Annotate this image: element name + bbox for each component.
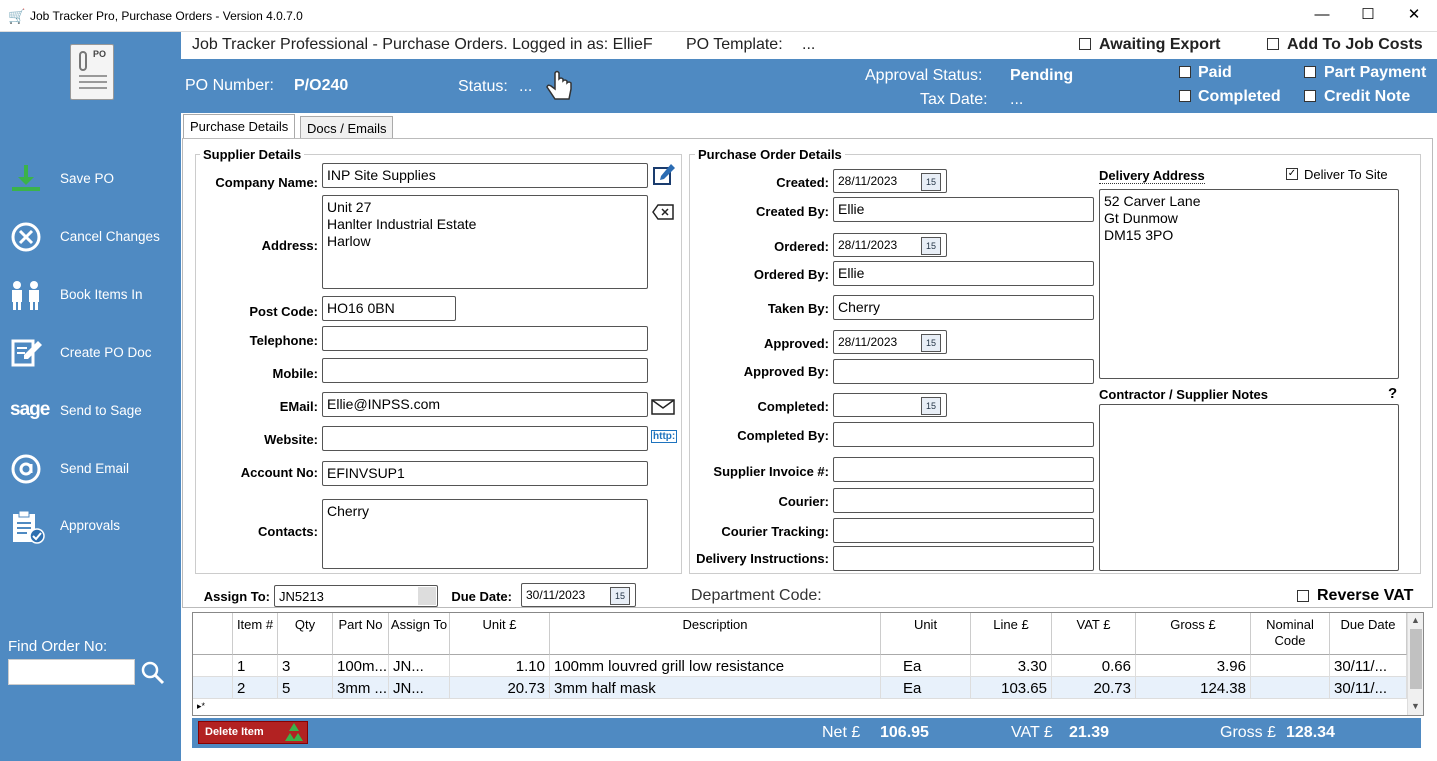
delete-item-button[interactable] — [198, 721, 308, 744]
save-po-label: Save PO — [60, 171, 115, 186]
supplier-details-title: Supplier Details — [200, 147, 304, 162]
send-email-button[interactable] — [8, 449, 178, 489]
status-value: ... — [519, 78, 533, 95]
cell-line[interactable]: 3.30 — [971, 655, 1052, 677]
add-to-job-costs-checkbox[interactable] — [1267, 38, 1279, 50]
paid-checkbox[interactable] — [1179, 66, 1191, 78]
new-row-marker: ▸* — [197, 701, 206, 711]
cell-vat[interactable]: 0.66 — [1052, 655, 1136, 677]
cell-item[interactable]: 2 — [233, 677, 278, 699]
completed-calendar-icon[interactable]: 15 — [921, 397, 941, 415]
approvals-button[interactable] — [8, 506, 178, 546]
cancel-changes-label: Cancel Changes — [60, 229, 160, 244]
created-calendar-icon[interactable]: 15 — [921, 173, 941, 191]
header-part-no[interactable]: Part No — [333, 613, 389, 655]
contacts-label: Contacts: — [258, 524, 318, 539]
sage-logo: sage — [10, 399, 50, 420]
header-description[interactable]: Description — [550, 613, 881, 655]
header-vat[interactable]: VAT £ — [1052, 613, 1136, 655]
approved-date-value: 28/11/2023 — [838, 335, 898, 349]
due-date-label: Due Date: — [451, 589, 512, 604]
search-icon[interactable] — [140, 660, 166, 686]
due-date-value: 30/11/2023 — [526, 588, 586, 602]
add-to-job-costs-label: Add To Job Costs — [1287, 36, 1423, 53]
clear-address-icon[interactable] — [652, 203, 674, 221]
delivery-instructions-label: Delivery Instructions: — [696, 551, 829, 566]
ordered-date-value: 28/11/2023 — [838, 238, 898, 252]
header-unit[interactable]: Unit — [881, 613, 971, 655]
supplier-invoice-field[interactable] — [833, 457, 1094, 482]
po-document-icon: PO — [70, 44, 114, 100]
table-row[interactable] — [193, 655, 1407, 677]
ordered-by-field[interactable]: Ellie — [833, 261, 1094, 286]
vat-label: VAT £ — [1011, 724, 1053, 741]
ordered-label: Ordered: — [774, 239, 829, 254]
header-unit-price[interactable]: Unit £ — [450, 613, 550, 655]
status-label: Status: — [458, 78, 508, 95]
row-selector[interactable] — [193, 677, 233, 699]
cell-gross[interactable]: 3.96 — [1136, 655, 1251, 677]
edit-doc-icon — [10, 337, 44, 369]
completed-checkbox[interactable] — [1179, 90, 1191, 102]
cell-assign-to[interactable]: JN... — [389, 677, 450, 699]
header-due-date[interactable]: Due Date — [1330, 613, 1407, 655]
maximize-button[interactable]: ☐ — [1361, 6, 1375, 23]
tax-date-label: Tax Date: — [920, 91, 988, 108]
cell-line[interactable]: 103.65 — [971, 677, 1052, 699]
edit-icon[interactable] — [652, 163, 676, 187]
people-icon — [8, 279, 44, 311]
email-field[interactable]: Ellie@INPSS.com — [322, 392, 648, 417]
taken-by-field[interactable]: Cherry — [833, 295, 1094, 320]
totals-bar — [192, 718, 1421, 748]
find-order-label: Find Order No: — [8, 638, 108, 655]
cell-gross[interactable]: 124.38 — [1136, 677, 1251, 699]
items-grid — [192, 612, 1424, 716]
at-icon — [10, 453, 42, 485]
cell-qty[interactable]: 3 — [278, 655, 333, 677]
supplier-notes-field[interactable] — [1099, 404, 1399, 571]
recycle-icon — [283, 722, 305, 743]
cell-description[interactable]: 3mm half mask — [550, 677, 881, 699]
window-title: Job Tracker Pro, Purchase Orders - Version 4.0.7.0 — [30, 9, 303, 23]
completed-by-field[interactable] — [833, 422, 1094, 447]
cell-nominal-code[interactable] — [1251, 677, 1330, 699]
clipboard-check-icon — [10, 510, 46, 544]
created-by-field[interactable]: Ellie — [833, 197, 1094, 222]
created-date-value: 28/11/2023 — [838, 174, 898, 188]
part-payment-checkbox[interactable] — [1304, 66, 1316, 78]
delivery-instructions-field[interactable] — [833, 546, 1094, 571]
ordered-by-label: Ordered By: — [753, 267, 829, 282]
find-order-input[interactable] — [8, 659, 135, 685]
new-row[interactable] — [193, 699, 1407, 715]
cell-unit-price[interactable]: 1.10 — [450, 655, 550, 677]
title-bar — [0, 0, 1437, 32]
courier-label: Courier: — [778, 494, 829, 509]
awaiting-export-label: Awaiting Export — [1099, 36, 1221, 53]
company-name-field[interactable]: INP Site Supplies — [322, 163, 648, 188]
download-icon — [10, 163, 42, 195]
book-items-in-button[interactable] — [8, 275, 178, 315]
cell-description[interactable]: 100mm louvred grill low resistance — [550, 655, 881, 677]
cell-unit[interactable]: Ea — [881, 655, 971, 677]
send-to-sage-label: Send to Sage — [60, 403, 142, 418]
net-value: 106.95 — [880, 724, 929, 741]
delete-item-label: Delete Item — [205, 726, 264, 738]
gross-value: 128.34 — [1286, 724, 1335, 741]
scroll-up-icon[interactable]: ▲ — [1411, 615, 1420, 625]
header-line[interactable]: Line £ — [971, 613, 1052, 655]
completed-label: Completed — [1198, 88, 1281, 105]
row-selector[interactable] — [193, 655, 233, 677]
po-number-label: PO Number: — [185, 77, 274, 94]
courier-field[interactable] — [833, 488, 1094, 513]
approved-calendar-icon[interactable]: 15 — [921, 334, 941, 352]
credit-note-checkbox[interactable] — [1304, 90, 1316, 102]
part-payment-label: Part Payment — [1324, 64, 1427, 81]
scroll-thumb[interactable] — [1410, 629, 1422, 689]
awaiting-export-checkbox[interactable] — [1079, 38, 1091, 50]
net-label: Net £ — [822, 724, 861, 741]
approval-status: Pending — [1010, 67, 1074, 84]
department-code-label: Department Code: — [691, 587, 822, 604]
cell-nominal-code[interactable] — [1251, 655, 1330, 677]
approvals-label: Approvals — [60, 518, 121, 533]
create-po-doc-button[interactable] — [8, 333, 178, 373]
envelope-icon[interactable] — [651, 398, 675, 416]
deliver-to-site-checkbox[interactable]: ✓ — [1287, 168, 1297, 179]
approved-label: Approved: — [764, 336, 829, 351]
telephone-label: Telephone: — [249, 333, 318, 348]
create-po-doc-label: Create PO Doc — [60, 345, 152, 360]
cart-icon: 🛒 — [8, 8, 26, 24]
account-no-label: Account No: — [240, 465, 318, 480]
cell-item[interactable]: 1 — [233, 655, 278, 677]
telephone-field[interactable] — [322, 326, 648, 351]
header-item[interactable]: Item # — [233, 613, 278, 655]
cell-qty[interactable]: 5 — [278, 677, 333, 699]
contacts-field[interactable]: Cherry — [322, 499, 648, 569]
header-nominal-code[interactable]: Nominal Code — [1251, 613, 1330, 655]
gross-label: Gross £ — [1220, 724, 1277, 741]
sidebar — [0, 32, 181, 761]
ordered-calendar-icon[interactable]: 15 — [921, 237, 941, 255]
cell-unit[interactable]: Ea — [881, 677, 971, 699]
courier-tracking-field[interactable] — [833, 518, 1094, 543]
cell-due-date[interactable]: 30/11/... — [1330, 655, 1407, 677]
reverse-vat-checkbox[interactable] — [1297, 590, 1309, 602]
cancel-changes-button[interactable] — [8, 217, 178, 257]
hand-pointer-icon[interactable] — [541, 69, 577, 103]
due-date-calendar-icon[interactable]: 15 — [610, 587, 630, 605]
tab-purchase-details[interactable]: Purchase Details — [183, 114, 295, 139]
delivery-address-field[interactable]: 52 Carver Lane Gt Dunmow DM15 3PO — [1099, 189, 1399, 379]
address-field[interactable]: Unit 27 Hanlter Industrial Estate Harlow — [322, 195, 648, 289]
cell-part-no[interactable]: 100m... — [333, 655, 389, 677]
scroll-down-icon[interactable]: ▼ — [1411, 701, 1420, 711]
minimize-button[interactable]: — — [1314, 6, 1330, 23]
assign-to-label: Assign To: — [203, 589, 270, 604]
close-button[interactable]: ✕ — [1407, 6, 1421, 23]
completed-by-label: Completed By: — [737, 428, 829, 443]
approval-status-label: Approval Status: — [865, 67, 983, 84]
completed-date-label: Completed: — [757, 399, 829, 414]
tax-date: ... — [1010, 91, 1024, 108]
header-assign-to[interactable]: Assign To — [389, 613, 450, 655]
address-label: Address: — [261, 238, 318, 253]
vat-value: 21.39 — [1069, 724, 1110, 741]
cell-due-date[interactable]: 30/11/... — [1330, 677, 1407, 699]
website-field[interactable] — [322, 426, 648, 451]
email-label: EMail: — [279, 399, 318, 414]
grid-scrollbar[interactable] — [1407, 613, 1423, 715]
paid-label: Paid — [1198, 64, 1232, 81]
taken-by-label: Taken By: — [767, 301, 829, 316]
account-no-field[interactable]: EFINVSUP1 — [322, 461, 648, 486]
tab-docs-emails[interactable]: Docs / Emails — [300, 116, 393, 138]
created-label: Created: — [776, 175, 829, 190]
cell-vat[interactable]: 20.73 — [1052, 677, 1136, 699]
table-row[interactable] — [193, 677, 1407, 699]
send-to-sage-button[interactable] — [8, 391, 178, 431]
page-title: Job Tracker Professional - Purchase Orders. Logged in as: EllieF — [192, 36, 653, 53]
save-po-button[interactable] — [8, 159, 178, 199]
send-email-label: Send Email — [60, 461, 130, 476]
post-code-label: Post Code: — [249, 304, 318, 319]
assign-to-field[interactable] — [274, 585, 438, 607]
created-by-label: Created By: — [756, 204, 829, 219]
approved-by-field[interactable] — [833, 359, 1094, 384]
courier-tracking-label: Courier Tracking: — [721, 524, 829, 539]
po-template-label: PO Template: — [686, 36, 783, 53]
assign-to-value: JN5213 — [279, 589, 324, 604]
book-items-in-label: Book Items In — [60, 287, 143, 302]
help-icon[interactable]: ? — [1388, 385, 1398, 402]
mobile-label: Mobile: — [272, 366, 318, 381]
header-gross[interactable]: Gross £ — [1136, 613, 1251, 655]
http-link-icon[interactable]: http: — [653, 431, 676, 442]
approved-by-label: Approved By: — [743, 364, 829, 379]
row-header-column — [193, 613, 233, 655]
cell-part-no[interactable]: 3mm ... — [333, 677, 389, 699]
cancel-icon — [10, 221, 42, 253]
header-qty[interactable]: Qty — [278, 613, 333, 655]
website-label: Website: — [264, 432, 318, 447]
credit-note-label: Credit Note — [1324, 88, 1411, 105]
delivery-address-title: Delivery Address — [1099, 168, 1205, 183]
post-code-field[interactable]: HO16 0BN — [322, 296, 456, 321]
po-template-value[interactable]: ... — [802, 36, 816, 53]
supplier-notes-title: Contractor / Supplier Notes — [1099, 387, 1269, 402]
cell-unit-price[interactable]: 20.73 — [450, 677, 550, 699]
reverse-vat-label: Reverse VAT — [1317, 587, 1414, 604]
header-status-bar — [181, 59, 1437, 113]
po-details-title: Purchase Order Details — [695, 147, 845, 162]
company-name-label: Company Name: — [215, 175, 318, 190]
supplier-invoice-label: Supplier Invoice #: — [713, 464, 829, 479]
cell-assign-to[interactable]: JN... — [389, 655, 450, 677]
assign-to-dropdown[interactable] — [418, 587, 436, 605]
mobile-field[interactable] — [322, 358, 648, 383]
po-number: P/O240 — [294, 77, 349, 94]
deliver-to-site-label: Deliver To Site — [1304, 167, 1388, 182]
